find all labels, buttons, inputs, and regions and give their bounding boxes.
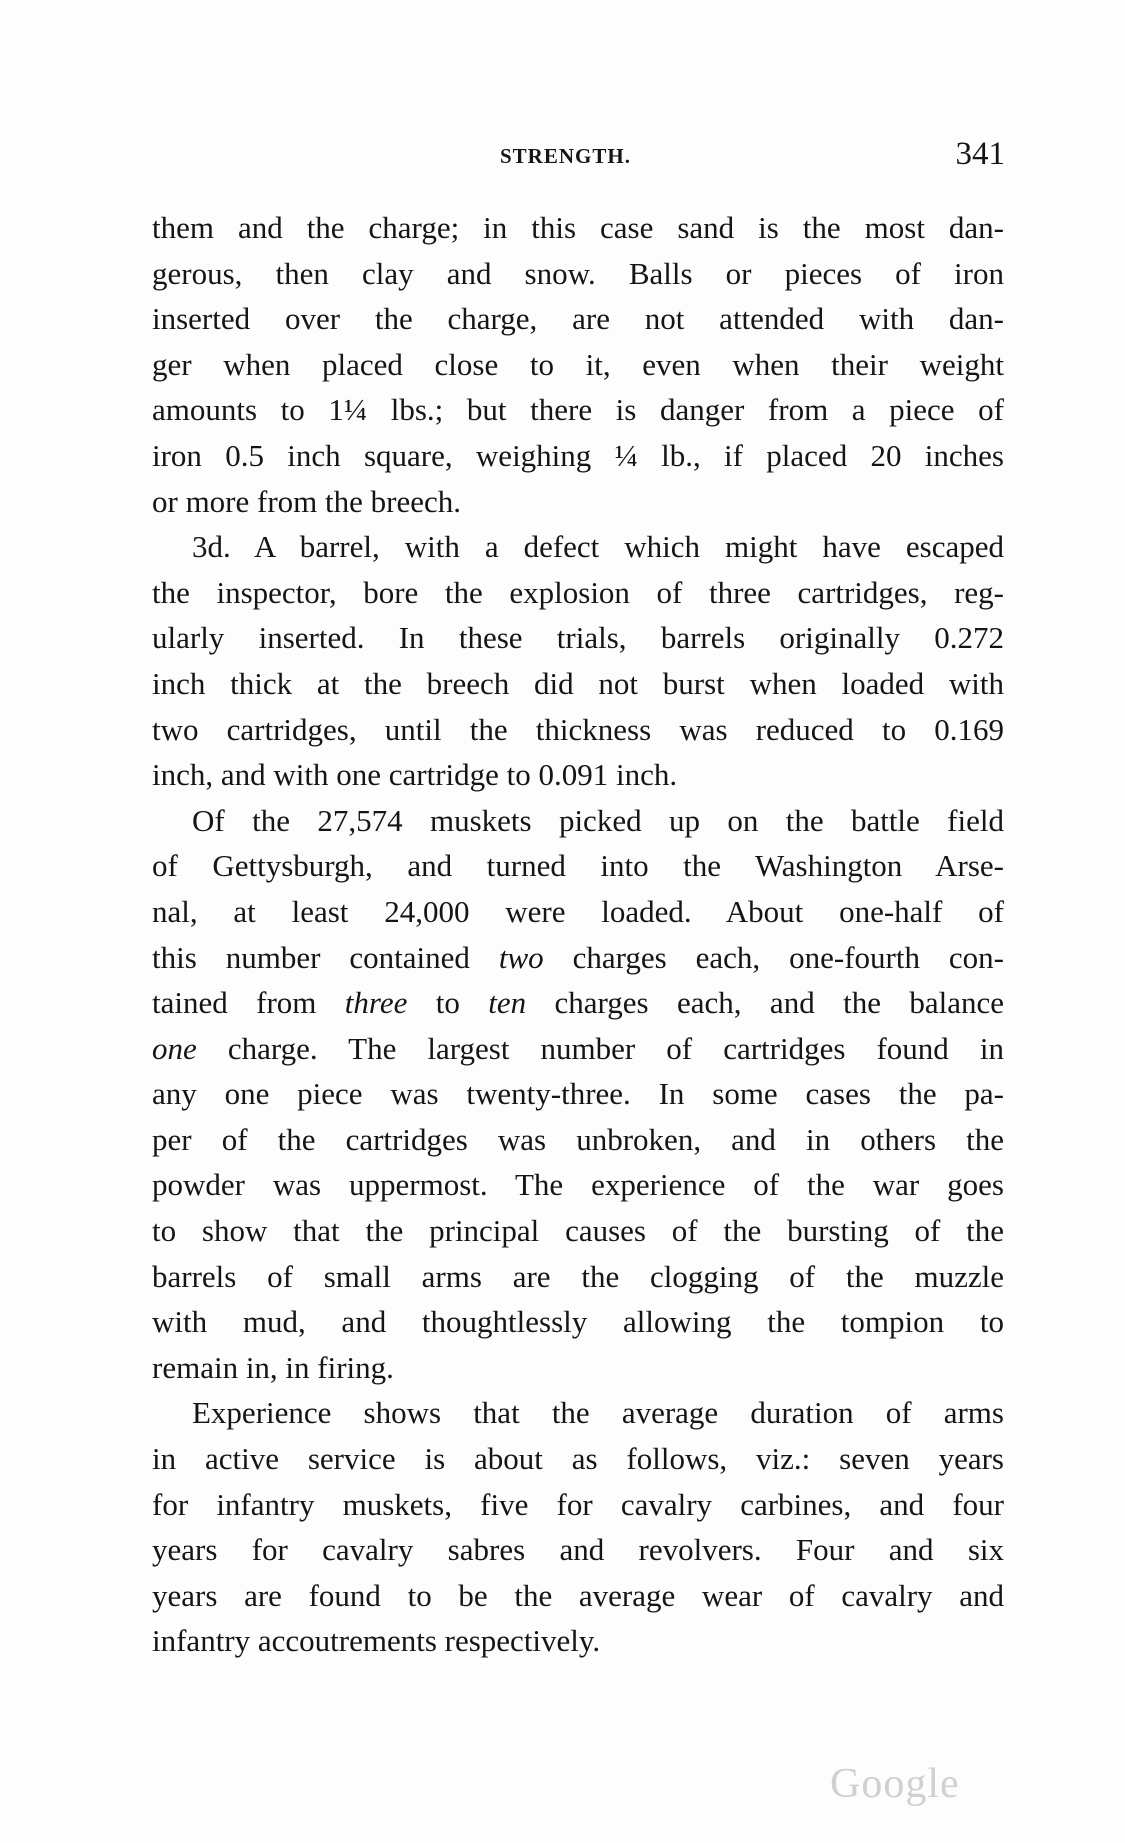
text-line: in active service is about as follows, viz.: seven years [152, 1441, 1004, 1477]
text-line: inch thick at the breech did not burst when loaded with [152, 665, 1004, 701]
text-line: barrels of small arms are the clogging of the muzzle [152, 1258, 1004, 1294]
paragraph [152, 524, 1004, 798]
text-line: Experience shows that the average duration of arms [192, 1395, 1004, 1431]
text-line: any one piece was twenty-three. In some cases the pa- [152, 1076, 1004, 1112]
page-body [152, 205, 1004, 1664]
text-line: the inspector, bore the explosion of three cartridges, reg- [152, 574, 1004, 610]
page-number: 341 [955, 136, 1005, 172]
paragraph [152, 205, 1004, 524]
text-line: with mud, and thoughtlessly allowing the tompion to [152, 1304, 1004, 1340]
text-line: of Gettysburgh, and turned into the Washington Arse- [152, 848, 1004, 884]
text-line: amounts to 1¼ lbs.; but there is danger from a piece of [152, 392, 1004, 428]
text-line: gerous, then clay and snow. Balls or pieces of iron [152, 255, 1004, 291]
text-line: this number contained two charges each, one-fourth con- [152, 939, 1004, 975]
page-header [150, 136, 1005, 180]
text-line: ger when placed close to it, even when their weight [152, 346, 1004, 382]
text-line: 3d. A barrel, with a defect which might have escaped [192, 529, 1004, 565]
text-line: or more from the breech. [152, 483, 462, 519]
paragraph [152, 798, 1004, 1391]
text-line: years for cavalry sabres and revolvers. Four and six [152, 1532, 1004, 1568]
text-line: two cartridges, until the thickness was reduced to 0.169 [152, 711, 1004, 747]
text-line: them and the charge; in this case sand is the most dan- [152, 210, 1004, 245]
text-line: tained from three to ten charges each, and the balance [152, 985, 1004, 1021]
google-watermark: Google [830, 1761, 960, 1807]
text-line: Of the 27,574 muskets picked up on the battle field [192, 802, 1004, 838]
running-title: STRENGTH. [500, 144, 631, 168]
text-line: nal, at least 24,000 were loaded. About one-half of [152, 893, 1004, 929]
text-line: powder was uppermost. The experience of the war goes [152, 1167, 1004, 1203]
text-line: iron 0.5 inch square, weighing ¼ lb., if placed 20 inches [152, 437, 1004, 473]
text-line: for infantry muskets, five for cavalry carbines, and four [152, 1486, 1004, 1522]
paragraph [152, 1390, 1004, 1664]
text-line: remain in, in firing. [152, 1349, 394, 1385]
text-line: years are found to be the average wear of cavalry and [152, 1577, 1004, 1613]
text-line: one charge. The largest number of cartridges found in [152, 1030, 1004, 1066]
text-line: infantry accoutrements respectively. [152, 1623, 601, 1659]
text-line: to show that the principal causes of the bursting of the [152, 1213, 1004, 1249]
text-line: inserted over the charge, are not attended with dan- [152, 301, 1004, 337]
text-line: ularly inserted. In these trials, barrels originally 0.272 [152, 620, 1004, 656]
text-line: per of the cartridges was unbroken, and in others the [152, 1121, 1004, 1157]
text-line: inch, and with one cartridge to 0.091 inch. [152, 757, 678, 793]
